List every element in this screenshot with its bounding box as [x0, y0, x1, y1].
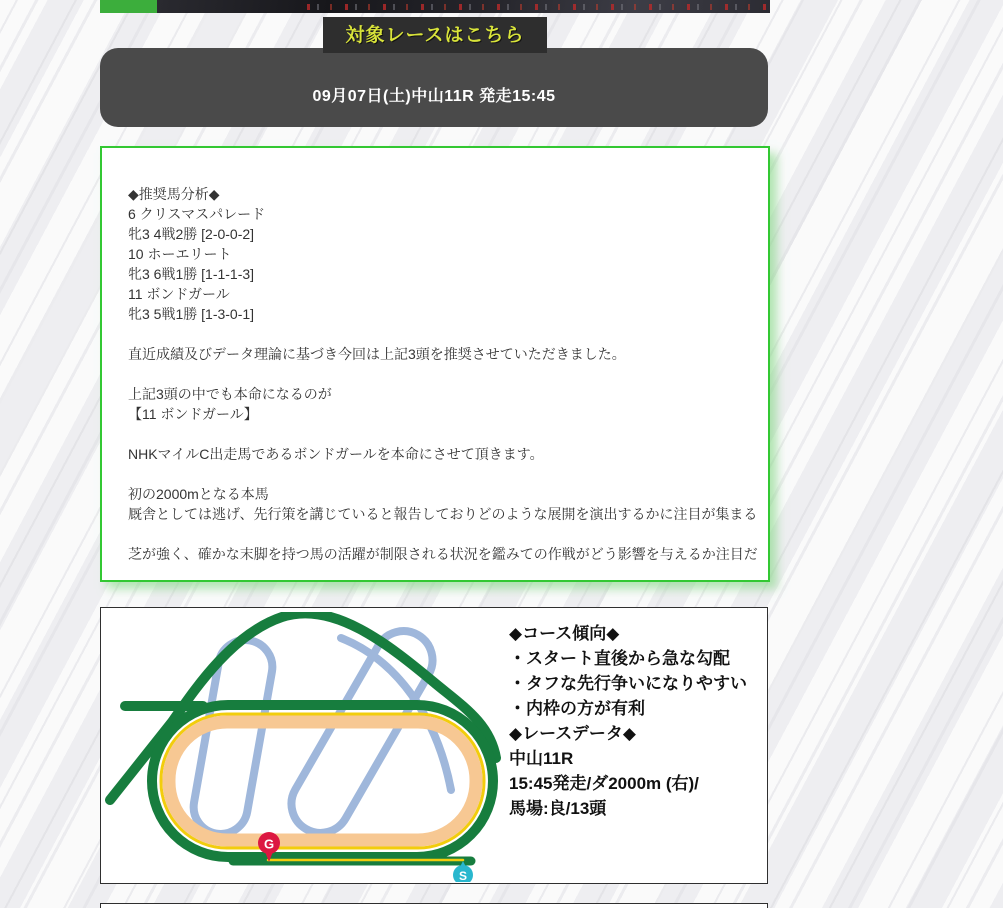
course-map [105, 612, 505, 882]
analysis-paragraph: 上記3頭の中でも本命になるのが [128, 386, 332, 402]
spacer [128, 324, 742, 344]
analysis-paragraph: 直近成績及びデータ理論に基づき今回は上記3頭を推奨させていただきました。 [128, 346, 626, 362]
course-tendency-item: ・スタート直後から急な勾配 [509, 649, 730, 668]
course-info-box [100, 607, 768, 884]
badge-row [100, 17, 770, 53]
target-race-badge: 対象レースはこちら [323, 17, 546, 53]
analysis-heading: ◆推奨馬分析◆ [128, 186, 220, 202]
banner-green-block [100, 0, 157, 13]
course-tendency-item: ・タフな先行争いになりやすい [509, 674, 747, 693]
banner-photo-crop [157, 0, 770, 13]
race-data-line: 馬場:良/13頭 [509, 799, 607, 818]
recommended-horse-line: 6 クリスマスパレード [128, 206, 266, 222]
race-data-line: 15:45発走/ダ2000m (右)/ [509, 774, 699, 793]
goal-marker-label: G [263, 836, 275, 852]
course-tendency-item: ・内枠の方が有利 [509, 699, 645, 718]
spacer [128, 424, 742, 444]
top-banner-strip [100, 0, 770, 13]
recommended-horse-record: 牝3 6戦1勝 [1-1-1-3] [128, 266, 255, 282]
race-data-line: 中山11R [509, 749, 574, 768]
course-text-block [509, 621, 764, 821]
recommended-horse-line: 11 ボンドガール [128, 286, 230, 302]
start-marker-label: S [458, 869, 468, 882]
analysis-paragraph: NHKマイルC出走馬であるボンドガールを本命にさせて頂きます。 [128, 446, 544, 462]
spacer [128, 524, 742, 544]
recommended-horse-line: 10 ホーエリート [128, 246, 232, 262]
spacer [128, 364, 742, 384]
recommended-horse-record: 牝3 4戦2勝 [2-0-0-2] [128, 226, 255, 242]
recommended-horse-record: 牝3 5戦1勝 [1-3-0-1] [128, 306, 255, 322]
analysis-paragraph: 厩舎としては逃げ、先行策を講じていると報告しておりどのような展開を演出するかに注目が集まる [128, 506, 758, 522]
course-tendency-heading: ◆コース傾向◆ [509, 624, 620, 643]
spacer [128, 464, 742, 484]
main-pick-horse: 【11 ボンドガール】 [128, 406, 258, 422]
race-header-box [100, 48, 768, 127]
analysis-paragraph: 芝が強く、確かな末脚を持つ馬の活躍が制限される状況を鑑みての作戦がどう影響を与えるか注目だ [128, 546, 758, 562]
race-title: 09月07日(土)中山11R 発走15:45 [312, 88, 556, 105]
race-data-heading: ◆レースデータ◆ [509, 724, 636, 743]
next-section-box-cutoff [100, 903, 768, 908]
analysis-paragraph: 初の2000mとなる本馬 [128, 486, 269, 502]
analysis-box [100, 146, 770, 582]
